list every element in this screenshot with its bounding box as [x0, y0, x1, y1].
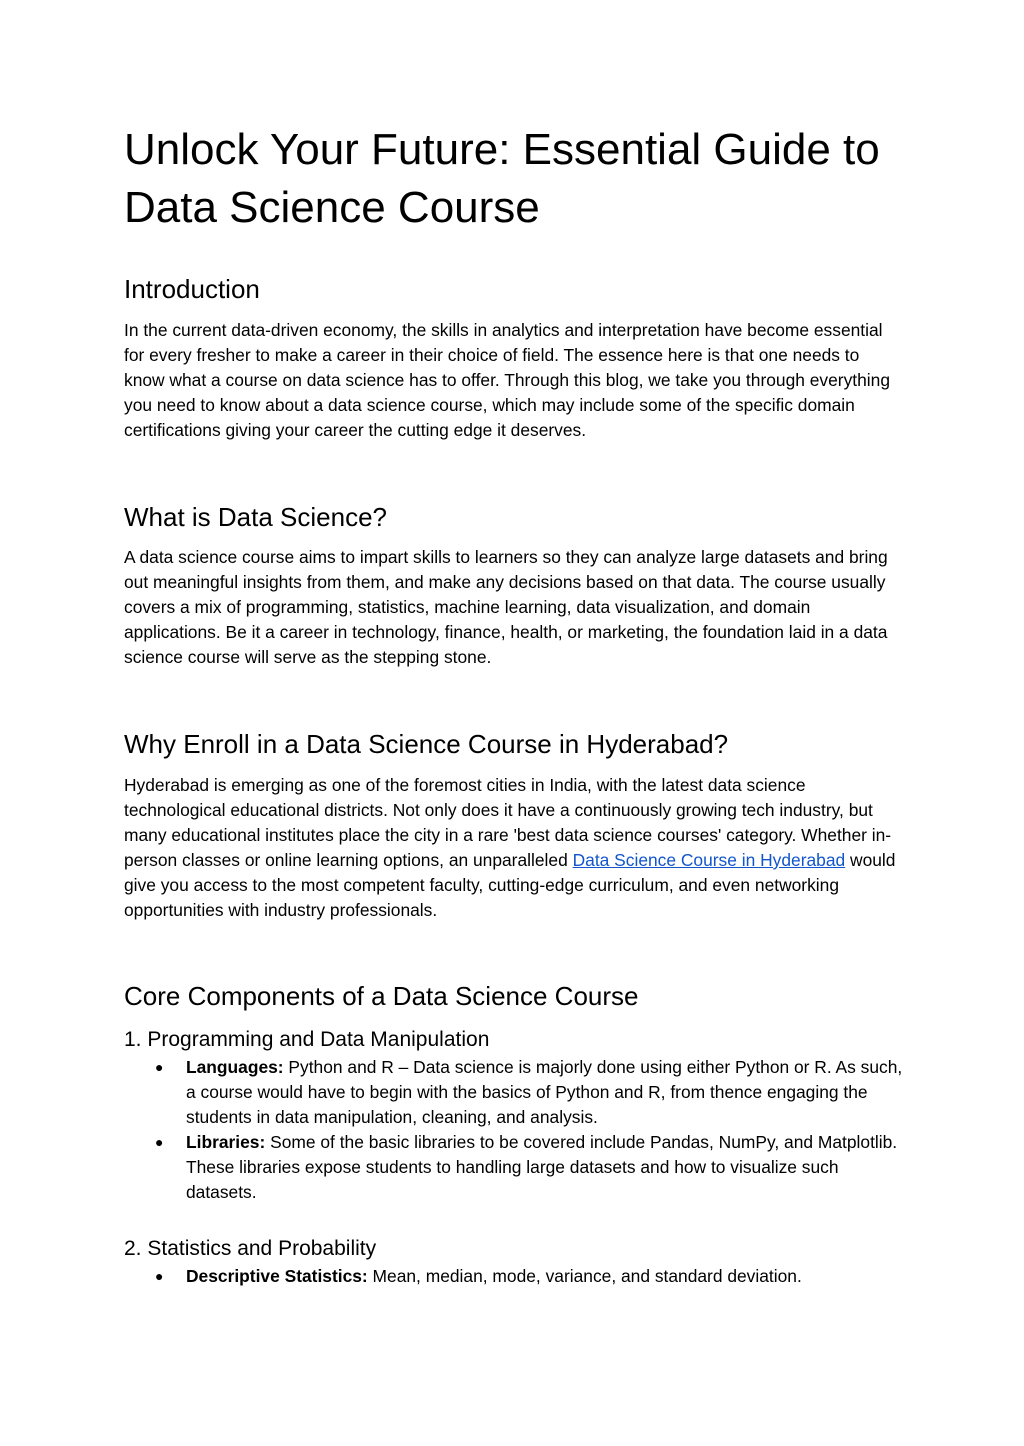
section-heading-why-enroll: Why Enroll in a Data Science Course in Hyderabad?	[124, 729, 729, 759]
section-heading-core-components: Core Components of a Data Science Course	[124, 981, 639, 1011]
section-heading-introduction: Introduction	[124, 274, 260, 304]
what-is-data-science-paragraph: A data science course aims to impart skills to learners so they can analyze large datasets and bring out meaningful insights from them, and make any decisions based on that data. The course usually covers a mix of programming, statistics, machine learning, data visualization, and domain applications. Be it a career in technology, finance, health, or marketing, the foundation laid in a data science course will serve as the stepping stone.	[124, 547, 888, 667]
page-title: Unlock Your Future: Essential Guide to Data Science Course	[124, 125, 880, 232]
subheading-statistics: 2. Statistics and Probability	[124, 1237, 377, 1260]
bullet-icon: ●	[155, 1059, 164, 1075]
programming-bullet-list	[124, 1055, 904, 1205]
subheading-programming: 1. Programming and Data Manipulation	[124, 1028, 490, 1051]
list-item	[124, 1264, 906, 1289]
bullet-icon: ●	[155, 1268, 164, 1284]
list-item-text: Some of the basic libraries to be covered include Pandas, NumPy, and Matplotlib. These libraries expose students to handling large datasets and how to visualize such datasets.	[186, 1132, 898, 1202]
list-item-label: Languages:	[186, 1057, 284, 1077]
introduction-paragraph: In the current data-driven economy, the skills in analytics and interpretation have become essential for every fresher to make a career in their choice of field. The essence here is that one needs to know what a course on data science has to offer. Through this blog, we take you through everything you need to know about a data science course, which may include some of the specific domain certifications giving your career the cutting edge it deserves.	[124, 320, 890, 440]
data-science-course-hyderabad-link[interactable]: Data Science Course in Hyderabad	[572, 850, 846, 870]
list-item	[124, 1055, 906, 1130]
list-item-label: Descriptive Statistics:	[186, 1266, 368, 1286]
why-enroll-paragraph	[124, 773, 904, 923]
why-enroll-text-after-link: would give you access to the most competent faculty, cutting-edge curriculum, and even networking opportunities with industry professionals.	[124, 850, 896, 920]
list-item	[124, 1130, 906, 1205]
section-heading-what-is-data-science: What is Data Science?	[124, 502, 388, 532]
why-enroll-text-before-link: Hyderabad is emerging as one of the foremost cities in India, with the latest data science technological educational districts. Not only does it have a continuously growing tech industry, but many educational institutes place the city in a rare 'best data science courses' category. Whether in-person classes or online learning options, an unparalleled	[124, 775, 892, 870]
list-item-text: Mean, median, mode, variance, and standard deviation.	[367, 1266, 802, 1286]
list-item-text: Python and R – Data science is majorly done using either Python or R. As such, a course would have to begin with the basics of Python and R, from thence engaging the students in data manipulation, cleaning, and analysis.	[186, 1057, 903, 1127]
list-item-label: Libraries:	[186, 1132, 266, 1152]
bullet-icon: ●	[155, 1134, 164, 1150]
statistics-bullet-list	[124, 1264, 904, 1289]
